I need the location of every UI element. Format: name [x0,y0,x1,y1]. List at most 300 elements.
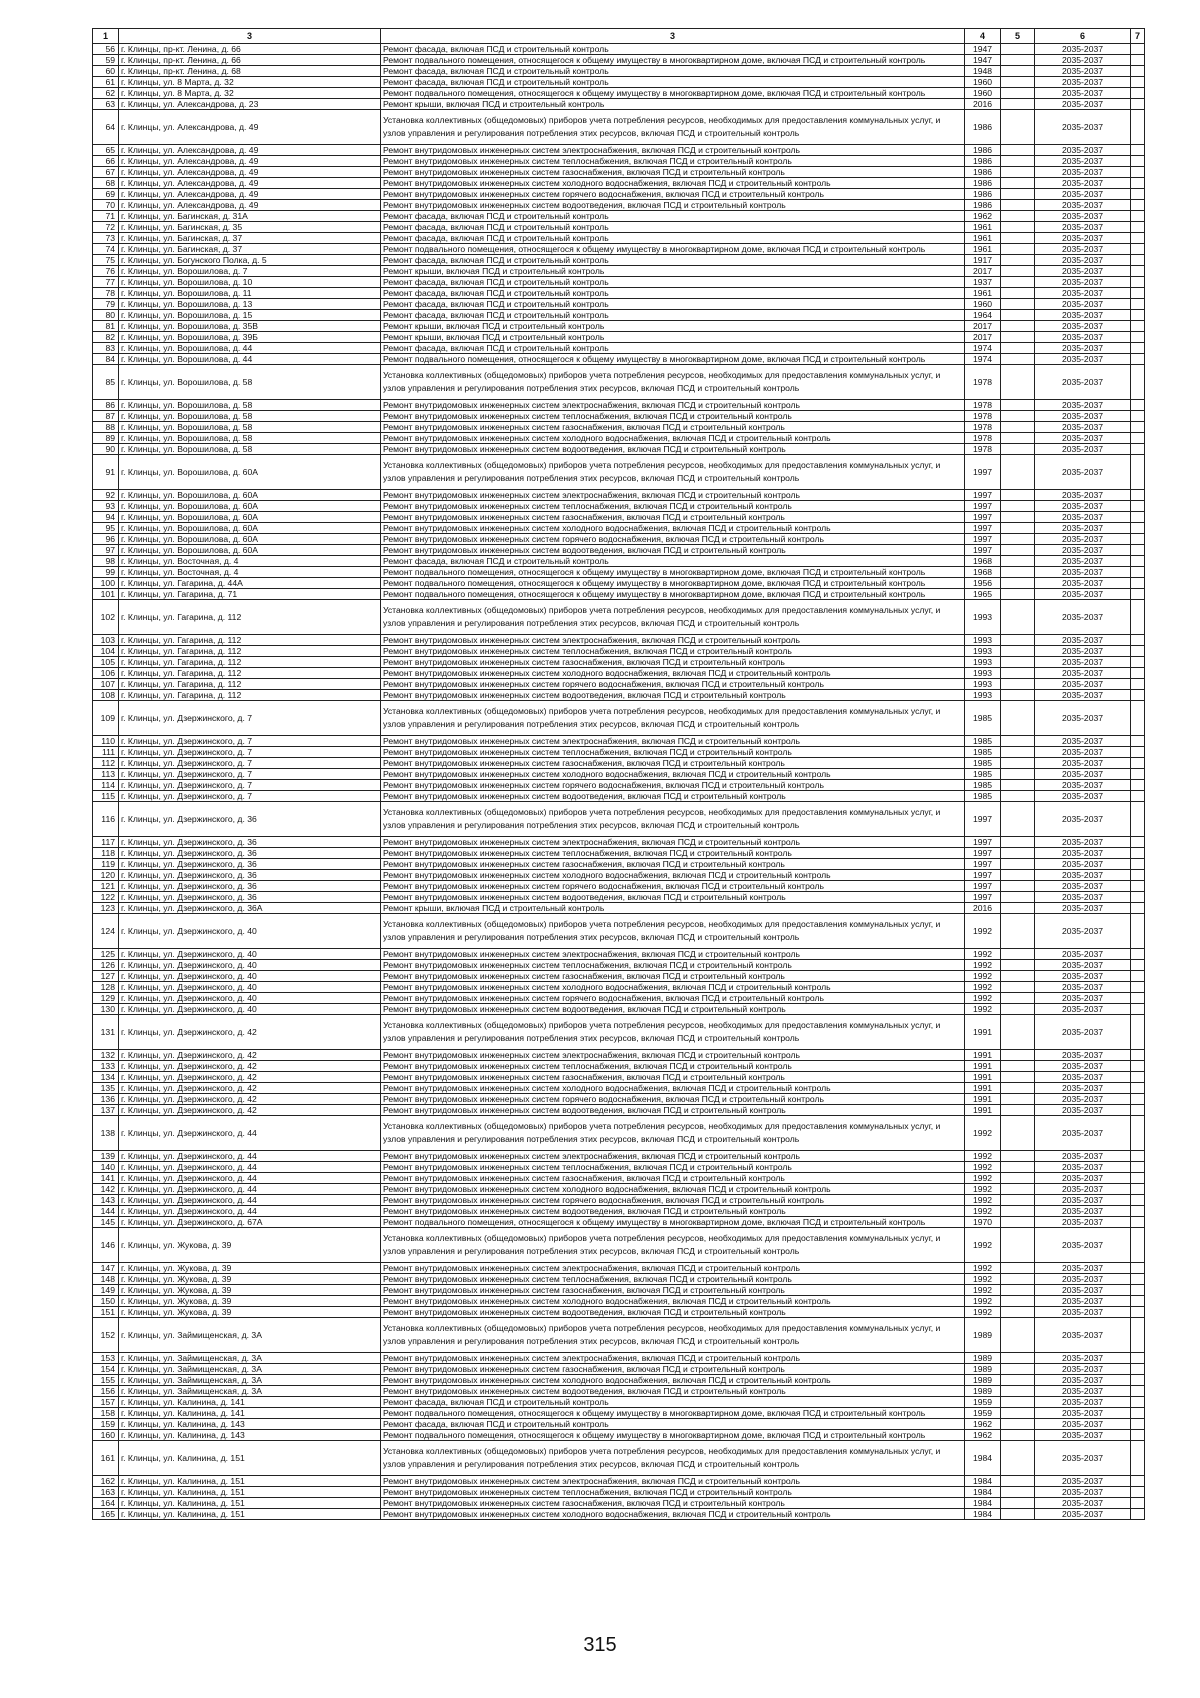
work-type-cell: Ремонт внутридомовых инженерных систем электроснабжения, включая ПСД и строительный контроль [381,736,965,747]
empty-cell [1001,145,1035,156]
work-type-cell: Ремонт внутридомовых инженерных систем водоотведения, включая ПСД и строительный контроль [381,791,965,802]
empty-cell [1131,1151,1145,1162]
period-cell: 2035-2037 [1035,343,1131,354]
empty-cell [1131,1094,1145,1105]
period-cell: 2035-2037 [1035,1015,1131,1050]
row-number-cell: 59 [93,55,119,66]
address-cell: г. Клинцы, ул. Ворошилова, д. 60А [119,523,381,534]
year-cell: 1986 [965,156,1001,167]
table-row [93,1061,1145,1072]
year-cell: 1997 [965,870,1001,881]
work-type-cell: Ремонт внутридомовых инженерных систем теплоснабжения, включая ПСД и строительный контроль [381,646,965,657]
year-cell: 1961 [965,244,1001,255]
empty-cell [1001,1116,1035,1151]
period-cell: 2035-2037 [1035,1296,1131,1307]
address-cell: г. Клинцы, ул. Александрова, д. 49 [119,156,381,167]
empty-cell [1131,1408,1145,1419]
period-cell: 2035-2037 [1035,422,1131,433]
empty-cell [1001,1274,1035,1285]
empty-cell [1001,892,1035,903]
period-cell: 2035-2037 [1035,1441,1131,1476]
row-number-cell: 147 [93,1263,119,1274]
row-number-cell: 96 [93,534,119,545]
empty-cell [1001,1397,1035,1408]
table-row [93,66,1145,77]
header-col-7: 7 [1131,29,1145,44]
empty-cell [1001,266,1035,277]
work-type-cell: Ремонт внутридомовых инженерных систем холодного водоснабжения, включая ПСД и строительный контроль [381,1083,965,1094]
year-cell: 1968 [965,567,1001,578]
table-row [93,589,1145,600]
address-cell: г. Клинцы, ул. Дзержинского, д. 7 [119,758,381,769]
work-type-cell: Ремонт крыши, включая ПСД и строительный контроль [381,266,965,277]
address-cell: г. Клинцы, ул. Гагарина, д. 112 [119,690,381,701]
table-row [93,578,1145,589]
address-cell: г. Клинцы, ул. Дзержинского, д. 42 [119,1061,381,1072]
empty-cell [1001,455,1035,490]
work-type-cell: Ремонт подвального помещения, относящегося к общему имуществу в многоквартирном доме, включая ПСД и строительный контроль [381,1408,965,1419]
table-row [93,1072,1145,1083]
period-cell: 2035-2037 [1035,859,1131,870]
empty-cell [1131,1419,1145,1430]
empty-cell [1001,600,1035,635]
address-cell: г. Клинцы, ул. Гагарина, д. 112 [119,679,381,690]
row-number-cell: 160 [93,1430,119,1441]
work-type-cell: Ремонт внутридомовых инженерных систем теплоснабжения, включая ПСД и строительный контроль [381,1061,965,1072]
address-cell: г. Клинцы, ул. Дзержинского, д. 44 [119,1206,381,1217]
table-row [93,747,1145,758]
row-number-cell: 95 [93,523,119,534]
empty-cell [1001,343,1035,354]
table-row [93,1441,1145,1476]
table-row [93,1498,1145,1509]
work-type-cell: Ремонт внутридомовых инженерных систем теплоснабжения, включая ПСД и строительный контроль [381,156,965,167]
work-type-cell: Ремонт фасада, включая ПСД и строительный контроль [381,211,965,222]
empty-cell [1001,690,1035,701]
period-cell: 2035-2037 [1035,321,1131,332]
address-cell: г. Клинцы, ул. Ворошилова, д. 11 [119,288,381,299]
year-cell: 1997 [965,837,1001,848]
year-cell: 1997 [965,512,1001,523]
period-cell: 2035-2037 [1035,77,1131,88]
work-type-cell: Ремонт фасада, включая ПСД и строительный контроль [381,310,965,321]
year-cell: 1991 [965,1105,1001,1116]
empty-cell [1001,960,1035,971]
year-cell: 1962 [965,1430,1001,1441]
row-number-cell: 60 [93,66,119,77]
work-type-cell: Ремонт внутридомовых инженерных систем электроснабжения, включая ПСД и строительный контроль [381,837,965,848]
work-type-cell: Установка коллективных (общедомовых) приборов учета потребления ресурсов, необходимых для предоставления коммунальных услуг, и узлов управления и регулирования потребления этих ресурсов, включая ПСД и строительный контроль [381,600,965,635]
table-row [93,1083,1145,1094]
period-cell: 2035-2037 [1035,222,1131,233]
row-number-cell: 91 [93,455,119,490]
empty-cell [1001,1004,1035,1015]
address-cell: г. Клинцы, ул. Гагарина, д. 112 [119,600,381,635]
year-cell: 1986 [965,145,1001,156]
year-cell: 1985 [965,780,1001,791]
table-row [93,1263,1145,1274]
work-type-cell: Ремонт фасада, включая ПСД и строительный контроль [381,66,965,77]
row-number-cell: 75 [93,255,119,266]
address-cell: г. Клинцы, ул. Дзержинского, д. 36 [119,837,381,848]
period-cell: 2035-2037 [1035,200,1131,211]
table-row [93,1015,1145,1050]
address-cell: г. Клинцы, ул. Жукова, д. 39 [119,1307,381,1318]
work-type-cell: Ремонт крыши, включая ПСД и строительный контроль [381,321,965,332]
year-cell: 1992 [965,1184,1001,1195]
address-cell: г. Клинцы, ул. Калинина, д. 151 [119,1476,381,1487]
period-cell: 2035-2037 [1035,233,1131,244]
year-cell: 1985 [965,758,1001,769]
row-number-cell: 90 [93,444,119,455]
period-cell: 2035-2037 [1035,780,1131,791]
empty-cell [1001,1151,1035,1162]
row-number-cell: 145 [93,1217,119,1228]
row-number-cell: 102 [93,600,119,635]
year-cell: 1992 [965,1228,1001,1263]
period-cell: 2035-2037 [1035,277,1131,288]
empty-cell [1001,1509,1035,1520]
row-number-cell: 112 [93,758,119,769]
year-cell: 1984 [965,1487,1001,1498]
table-body [93,44,1145,1520]
empty-cell [1001,178,1035,189]
address-cell: г. Клинцы, ул. Дзержинского, д. 36 [119,859,381,870]
work-type-cell: Ремонт внутридомовых инженерных систем водоотведения, включая ПСД и строительный контроль [381,892,965,903]
work-type-cell: Ремонт фасада, включая ПСД и строительный контроль [381,222,965,233]
period-cell: 2035-2037 [1035,288,1131,299]
work-type-cell: Ремонт внутридомовых инженерных систем водоотведения, включая ПСД и строительный контроль [381,444,965,455]
empty-cell [1001,802,1035,837]
year-cell: 2017 [965,321,1001,332]
year-cell: 1989 [965,1375,1001,1386]
work-type-cell: Ремонт фасада, включая ПСД и строительный контроль [381,1397,965,1408]
work-type-cell: Ремонт внутридомовых инженерных систем горячего водоснабжения, включая ПСД и строительный контроль [381,780,965,791]
empty-cell [1131,189,1145,200]
year-cell: 1962 [965,1419,1001,1430]
address-cell: г. Клинцы, ул. Дзержинского, д. 36 [119,881,381,892]
period-cell: 2035-2037 [1035,99,1131,110]
address-cell: г. Клинцы, ул. Жукова, д. 39 [119,1274,381,1285]
address-cell: г. Клинцы, ул. Дзержинского, д. 42 [119,1050,381,1061]
empty-cell [1131,1375,1145,1386]
year-cell: 1985 [965,701,1001,736]
empty-cell [1001,1476,1035,1487]
row-number-cell: 88 [93,422,119,433]
empty-cell [1131,802,1145,837]
table-row [93,321,1145,332]
period-cell: 2035-2037 [1035,892,1131,903]
table-row [93,1408,1145,1419]
period-cell: 2035-2037 [1035,679,1131,690]
period-cell: 2035-2037 [1035,400,1131,411]
row-number-cell: 87 [93,411,119,422]
year-cell: 1968 [965,556,1001,567]
empty-cell [1131,600,1145,635]
year-cell: 1989 [965,1353,1001,1364]
address-cell: г. Клинцы, ул. Дзержинского, д. 7 [119,747,381,758]
period-cell: 2035-2037 [1035,167,1131,178]
table-row [93,903,1145,914]
empty-cell [1001,490,1035,501]
work-type-cell: Ремонт внутридомовых инженерных систем горячего водоснабжения, включая ПСД и строительный контроль [381,1195,965,1206]
address-cell: г. Клинцы, ул. Дзержинского, д. 36А [119,903,381,914]
work-type-cell: Ремонт внутридомовых инженерных систем газоснабжения, включая ПСД и строительный контроль [381,657,965,668]
empty-cell [1001,55,1035,66]
empty-cell [1001,1094,1035,1105]
empty-cell [1131,1195,1145,1206]
empty-cell [1131,859,1145,870]
empty-cell [1131,343,1145,354]
address-cell: г. Клинцы, ул. Дзержинского, д. 67А [119,1217,381,1228]
table-row [93,200,1145,211]
period-cell: 2035-2037 [1035,1162,1131,1173]
row-number-cell: 126 [93,960,119,971]
address-cell: г. Клинцы, пр-кт. Ленина, д. 66 [119,44,381,55]
empty-cell [1131,501,1145,512]
period-cell: 2035-2037 [1035,156,1131,167]
table-row [93,277,1145,288]
year-cell: 1961 [965,288,1001,299]
table-row [93,758,1145,769]
period-cell: 2035-2037 [1035,1476,1131,1487]
year-cell: 1989 [965,1318,1001,1353]
period-cell: 2035-2037 [1035,1105,1131,1116]
empty-cell [1131,914,1145,949]
period-cell: 2035-2037 [1035,971,1131,982]
empty-cell [1131,455,1145,490]
table-row [93,44,1145,55]
year-cell: 1992 [965,982,1001,993]
period-cell: 2035-2037 [1035,578,1131,589]
address-cell: г. Клинцы, ул. Ворошилова, д. 58 [119,444,381,455]
row-number-cell: 61 [93,77,119,88]
table-row [93,178,1145,189]
empty-cell [1131,1015,1145,1050]
address-cell: г. Клинцы, ул. Дзержинского, д. 42 [119,1015,381,1050]
empty-cell [1001,859,1035,870]
work-type-cell: Ремонт внутридомовых инженерных систем газоснабжения, включая ПСД и строительный контроль [381,971,965,982]
work-type-cell: Ремонт внутридомовых инженерных систем холодного водоснабжения, включая ПСД и строительный контроль [381,433,965,444]
empty-cell [1001,77,1035,88]
table-row [93,791,1145,802]
table-row [93,1476,1145,1487]
work-type-cell: Ремонт внутридомовых инженерных систем электроснабжения, включая ПСД и строительный контроль [381,145,965,156]
empty-cell [1131,310,1145,321]
address-cell: г. Клинцы, ул. Дзержинского, д. 42 [119,1105,381,1116]
work-type-cell: Ремонт внутридомовых инженерных систем холодного водоснабжения, включая ПСД и строительный контроль [381,1296,965,1307]
empty-cell [1131,66,1145,77]
period-cell: 2035-2037 [1035,1498,1131,1509]
table-row [93,145,1145,156]
empty-cell [1001,1217,1035,1228]
row-number-cell: 74 [93,244,119,255]
empty-cell [1131,411,1145,422]
period-cell: 2035-2037 [1035,1285,1131,1296]
empty-cell [1001,1318,1035,1353]
work-type-cell: Установка коллективных (общедомовых) приборов учета потребления ресурсов, необходимых для предоставления коммунальных услуг, и узлов управления и регулирования потребления этих ресурсов, включая ПСД и строительный контроль [381,455,965,490]
empty-cell [1131,332,1145,343]
period-cell: 2035-2037 [1035,490,1131,501]
table-row [93,422,1145,433]
address-cell: г. Клинцы, ул. Ворошилова, д. 10 [119,277,381,288]
row-number-cell: 78 [93,288,119,299]
empty-cell [1131,657,1145,668]
table-row [93,411,1145,422]
empty-cell [1131,769,1145,780]
table-row [93,1307,1145,1318]
address-cell: г. Клинцы, ул. Багинская, д. 31А [119,211,381,222]
empty-cell [1001,99,1035,110]
year-cell: 1992 [965,1263,1001,1274]
work-type-cell: Ремонт внутридомовых инженерных систем электроснабжения, включая ПСД и строительный контроль [381,949,965,960]
empty-cell [1131,1441,1145,1476]
empty-cell [1001,332,1035,343]
empty-cell [1001,1498,1035,1509]
empty-cell [1001,1386,1035,1397]
empty-cell [1001,914,1035,949]
period-cell: 2035-2037 [1035,690,1131,701]
year-cell: 1992 [965,1151,1001,1162]
empty-cell [1131,848,1145,859]
empty-cell [1001,1419,1035,1430]
row-number-cell: 83 [93,343,119,354]
table-row [93,1173,1145,1184]
table-row [93,1430,1145,1441]
table-row [93,1419,1145,1430]
empty-cell [1131,523,1145,534]
address-cell: г. Клинцы, ул. Ворошилова, д. 60А [119,490,381,501]
empty-cell [1001,646,1035,657]
work-type-cell: Ремонт фасада, включая ПСД и строительный контроль [381,277,965,288]
row-number-cell: 146 [93,1228,119,1263]
table-row [93,657,1145,668]
address-cell: г. Клинцы, ул. Калинина, д. 143 [119,1419,381,1430]
year-cell: 1947 [965,44,1001,55]
year-cell: 1992 [965,1195,1001,1206]
work-type-cell: Ремонт внутридомовых инженерных систем газоснабжения, включая ПСД и строительный контроль [381,422,965,433]
empty-cell [1001,1162,1035,1173]
work-type-cell: Ремонт внутридомовых инженерных систем холодного водоснабжения, включая ПСД и строительный контроль [381,1509,965,1520]
row-number-cell: 150 [93,1296,119,1307]
period-cell: 2035-2037 [1035,635,1131,646]
year-cell: 1992 [965,1285,1001,1296]
work-type-cell: Ремонт внутридомовых инженерных систем холодного водоснабжения, включая ПСД и строительный контроль [381,870,965,881]
period-cell: 2035-2037 [1035,848,1131,859]
year-cell: 1997 [965,501,1001,512]
row-number-cell: 79 [93,299,119,310]
table-row [93,690,1145,701]
period-cell: 2035-2037 [1035,1083,1131,1094]
period-cell: 2035-2037 [1035,211,1131,222]
table-row [93,1364,1145,1375]
year-cell: 1992 [965,1004,1001,1015]
empty-cell [1001,512,1035,523]
empty-cell [1131,354,1145,365]
work-type-cell: Установка коллективных (общедомовых) приборов учета потребления ресурсов, необходимых для предоставления коммунальных услуг, и узлов управления и регулирования потребления этих ресурсов, включая ПСД и строительный контроль [381,1318,965,1353]
empty-cell [1131,679,1145,690]
year-cell: 1984 [965,1476,1001,1487]
row-number-cell: 67 [93,167,119,178]
table-row [93,444,1145,455]
row-number-cell: 110 [93,736,119,747]
period-cell: 2035-2037 [1035,914,1131,949]
year-cell: 1985 [965,791,1001,802]
address-cell: г. Клинцы, ул. Ворошилова, д. 39Б [119,332,381,343]
table-row [93,1217,1145,1228]
row-number-cell: 68 [93,178,119,189]
work-type-cell: Установка коллективных (общедомовых) приборов учета потребления ресурсов, необходимых для предоставления коммунальных услуг, и узлов управления и регулирования потребления этих ресурсов, включая ПСД и строительный контроль [381,110,965,145]
year-cell: 2016 [965,903,1001,914]
empty-cell [1001,657,1035,668]
empty-cell [1131,1050,1145,1061]
empty-cell [1131,1004,1145,1015]
empty-cell [1131,578,1145,589]
address-cell: г. Клинцы, ул. Ворошилова, д. 60А [119,545,381,556]
address-cell: г. Клинцы, ул. Дзержинского, д. 44 [119,1162,381,1173]
period-cell: 2035-2037 [1035,646,1131,657]
row-number-cell: 123 [93,903,119,914]
table-row [93,343,1145,354]
empty-cell [1131,1105,1145,1116]
row-number-cell: 135 [93,1083,119,1094]
address-cell: г. Клинцы, ул. Калинина, д. 151 [119,1498,381,1509]
row-number-cell: 107 [93,679,119,690]
year-cell: 1959 [965,1397,1001,1408]
row-number-cell: 128 [93,982,119,993]
address-cell: г. Клинцы, ул. Дзержинского, д. 42 [119,1072,381,1083]
period-cell: 2035-2037 [1035,556,1131,567]
empty-cell [1001,1061,1035,1072]
table-row [93,156,1145,167]
work-type-cell: Ремонт подвального помещения, относящегося к общему имуществу в многоквартирном доме, включая ПСД и строительный контроль [381,55,965,66]
empty-cell [1001,523,1035,534]
empty-cell [1131,1116,1145,1151]
address-cell: г. Клинцы, ул. Калинина, д. 143 [119,1430,381,1441]
year-cell: 1993 [965,646,1001,657]
work-type-cell: Ремонт подвального помещения, относящегося к общему имуществу в многоквартирном доме, включая ПСД и строительный контроль [381,567,965,578]
table-row [93,960,1145,971]
empty-cell [1001,88,1035,99]
year-cell: 1997 [965,490,1001,501]
year-cell: 1997 [965,892,1001,903]
year-cell: 1970 [965,1217,1001,1228]
empty-cell [1131,1285,1145,1296]
period-cell: 2035-2037 [1035,1050,1131,1061]
table-row [93,189,1145,200]
empty-cell [1131,1397,1145,1408]
table-row [93,1386,1145,1397]
address-cell: г. Клинцы, ул. Ворошилова, д. 15 [119,310,381,321]
row-number-cell: 153 [93,1353,119,1364]
address-cell: г. Клинцы, ул. Гагарина, д. 112 [119,657,381,668]
empty-cell [1131,299,1145,310]
period-cell: 2035-2037 [1035,332,1131,343]
period-cell: 2035-2037 [1035,1173,1131,1184]
period-cell: 2035-2037 [1035,1353,1131,1364]
period-cell: 2035-2037 [1035,1419,1131,1430]
empty-cell [1001,501,1035,512]
year-cell: 1937 [965,277,1001,288]
table-row [93,780,1145,791]
table-row [93,556,1145,567]
period-cell: 2035-2037 [1035,1228,1131,1263]
work-type-cell: Ремонт крыши, включая ПСД и строительный контроль [381,332,965,343]
year-cell: 1992 [965,949,1001,960]
empty-cell [1131,77,1145,88]
period-cell: 2035-2037 [1035,55,1131,66]
empty-cell [1131,321,1145,332]
